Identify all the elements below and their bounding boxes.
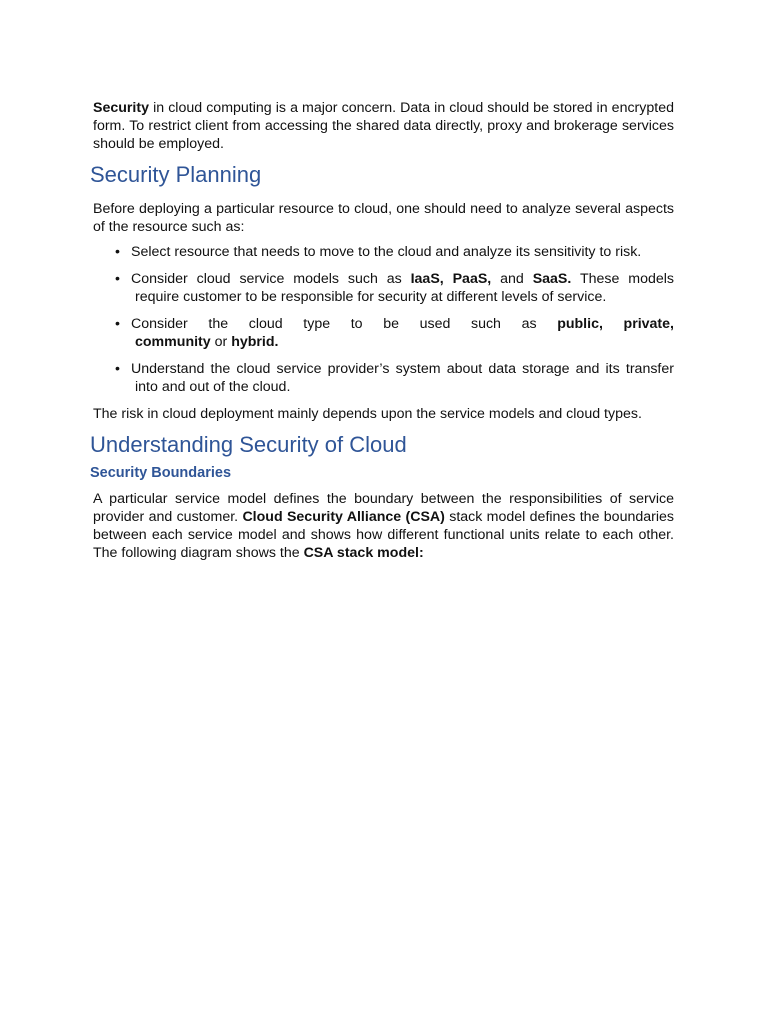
security-planning-lead: Before deploying a particular resource to cloud, one should need to analyze several aspects of the resource such as: xyxy=(93,201,674,235)
bullet-icon: • xyxy=(115,361,120,377)
document-page xyxy=(90,99,675,562)
list-item-bold: public, private, xyxy=(557,316,674,332)
list-item-first-line xyxy=(131,270,674,288)
list-item-text: These models xyxy=(571,271,675,287)
bullet-icon: • xyxy=(115,271,120,287)
paragraph-text: A particular service model defines the boundary between the responsibilities of service provider and customer. xyxy=(93,491,674,525)
intro-paragraph xyxy=(93,99,674,153)
list-item xyxy=(93,315,674,351)
csa-bold-term: Cloud Security Alliance (CSA) xyxy=(242,509,445,525)
list-item xyxy=(93,270,674,306)
security-boundaries-subheading: Security Boundaries xyxy=(90,465,232,481)
list-item-text: Understand the cloud service provider’s system about data storage and its transfer xyxy=(131,361,674,377)
list-item-continuation xyxy=(135,333,674,351)
security-planning-closing: The risk in cloud deployment mainly depends upon the service models and cloud types. xyxy=(93,406,642,422)
intro-text: in cloud computing is a major concern. Data in cloud should be stored in encrypted form. To restrict client from accessing the shared data directly, proxy and brokerage services should be employed. xyxy=(93,100,674,152)
list-item-bold: hybrid. xyxy=(231,334,279,350)
list-item-text: or xyxy=(210,334,232,350)
csa-stack-model-bold: CSA stack model: xyxy=(303,545,424,561)
list-item-bold: IaaS, PaaS, xyxy=(410,271,492,287)
list-item-bold: community xyxy=(135,334,211,350)
list-item xyxy=(93,360,674,396)
list-item-text: Select resource that needs to move to the cloud and analyze its sensitivity to risk. xyxy=(131,244,642,260)
security-planning-list xyxy=(93,243,674,396)
bullet-icon: • xyxy=(115,316,120,332)
paragraph-text: stack model defines the boundaries between each service model and shows how different functional units relate to each other. The following diagram shows the xyxy=(93,509,674,561)
list-item-continuation: into and out of the cloud. xyxy=(135,379,291,395)
list-item-text: Consider cloud service models such as xyxy=(131,271,411,287)
security-planning-heading: Security Planning xyxy=(90,162,262,187)
list-item-text: Consider the cloud type to be used such as xyxy=(131,316,558,332)
security-boundaries-paragraph xyxy=(93,490,674,562)
list-item-bold: SaaS. xyxy=(532,271,572,287)
list-item-text: and xyxy=(491,271,533,287)
list-item-continuation: require customer to be responsible for security at different levels of service. xyxy=(135,289,607,305)
list-item xyxy=(93,243,674,261)
understanding-security-heading: Understanding Security of Cloud xyxy=(90,432,407,457)
intro-bold-term: Security xyxy=(93,100,149,116)
bullet-icon: • xyxy=(115,244,120,260)
list-item-first-line xyxy=(131,315,674,333)
